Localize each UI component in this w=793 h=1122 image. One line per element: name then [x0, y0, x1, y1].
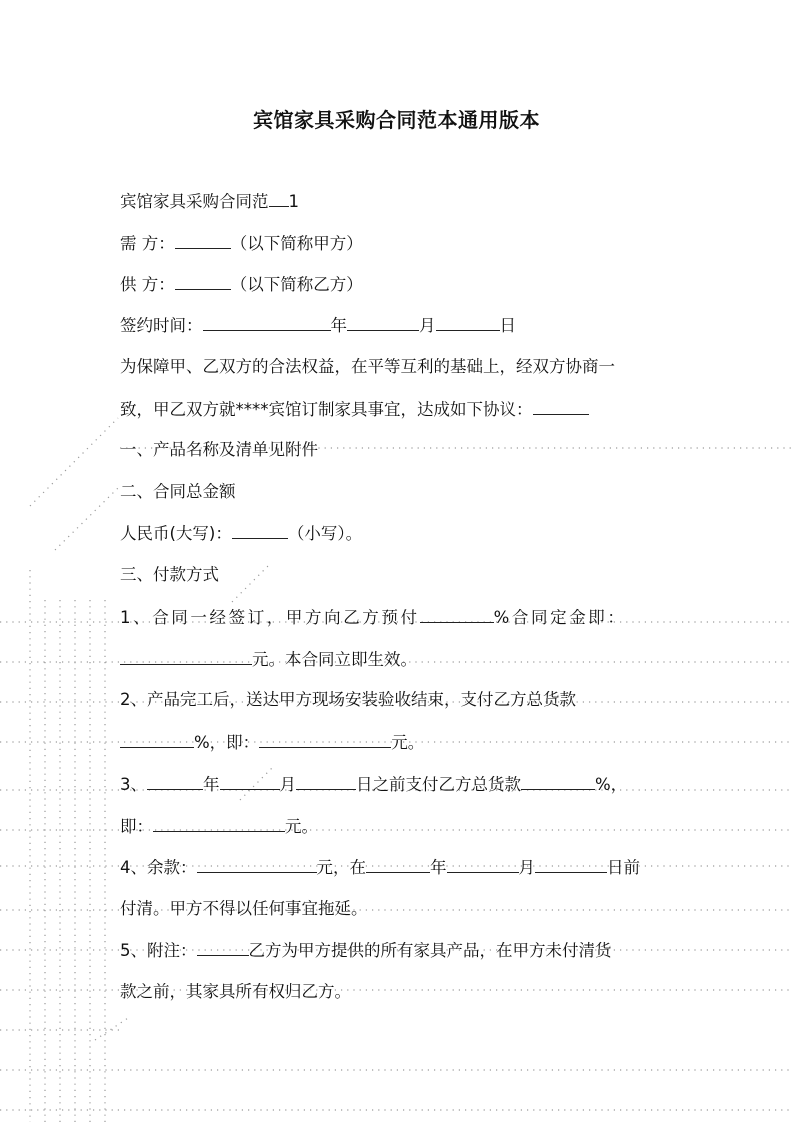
subtitle-blank — [269, 191, 289, 207]
payment-1-amount-blank — [120, 649, 252, 665]
intro-text-2: 致，甲乙双方就****宾馆订制家具事宜，达成如下协议： — [120, 400, 533, 419]
payment-1-percent-blank — [420, 607, 494, 623]
payment-4-year: 年 — [430, 858, 447, 877]
payment-3-year: 年 — [203, 775, 220, 794]
sign-label: 签约时间： — [120, 316, 203, 335]
payment-3-day-blank — [296, 774, 356, 790]
payment-4-yuan-at: 元，在 — [316, 858, 366, 877]
payment-2-continuation — [120, 732, 424, 753]
section-1-heading: 一、产品名称及清单见附件 — [120, 440, 318, 459]
payment-3-percent-blank — [521, 774, 595, 790]
payment-2-line: 2、产品完工后，送达甲方现场安装验收结束，支付乙方总货款 — [120, 690, 576, 709]
intro-line-2 — [120, 399, 589, 420]
payment-4-continuation: 付清。甲方不得以任何事宜拖延。 — [120, 899, 368, 918]
payment-5-blank — [197, 940, 249, 956]
payment-5-label: 5、附注： — [120, 941, 197, 960]
sign-day-blank — [436, 315, 500, 331]
subtitle-number: 1 — [288, 192, 299, 211]
payment-1-effective-text: 元。本合同立即生效。 — [252, 650, 417, 669]
payment-5-line — [120, 940, 612, 961]
payment-5-text: 乙方为甲方提供的所有家具产品，在甲方未付清货 — [248, 941, 612, 960]
document-title: 宾馆家具采购合同范本通用版本 — [253, 108, 540, 132]
payment-4-line — [120, 857, 640, 878]
sign-year: 年 — [330, 316, 347, 335]
payment-3-year-blank — [147, 774, 203, 790]
payment-3-percent: %， — [595, 775, 628, 794]
payment-3-month-blank — [220, 774, 280, 790]
payment-3-month: 月 — [279, 775, 296, 794]
payment-1-text: 1、合同一经签订，甲方向乙方预付 — [120, 608, 420, 627]
payment-3-amount-blank — [153, 816, 285, 832]
payment-1-line — [120, 607, 627, 628]
rmb-label: 人民币(大写)： — [120, 524, 232, 543]
payment-4-month-blank — [447, 857, 519, 873]
sign-month-blank — [347, 315, 419, 331]
rmb-small-label: （小写）。 — [287, 524, 363, 543]
payment-4-amount-blank — [197, 857, 317, 873]
seller-line — [120, 274, 363, 295]
payment-3-label: 3、 — [120, 775, 147, 794]
payment-3-continuation — [120, 816, 318, 837]
buyer-suffix: （以下简称甲方） — [230, 234, 363, 253]
section-3-heading: 三、付款方式 — [120, 565, 219, 584]
payment-2-percent-blank — [120, 732, 194, 748]
payment-4-month: 月 — [518, 858, 535, 877]
payment-2-yuan: 元。 — [391, 733, 425, 752]
seller-label: 供 方： — [120, 275, 175, 294]
sign-date-line — [120, 315, 516, 336]
seller-suffix: （以下简称乙方） — [230, 275, 363, 294]
payment-4-day: 日前 — [607, 858, 640, 877]
sign-year-blank — [203, 315, 331, 331]
payment-2-amount-blank — [259, 732, 391, 748]
rmb-upper-blank — [232, 523, 288, 539]
buyer-blank — [175, 233, 231, 249]
total-amount-line — [120, 523, 362, 544]
intro-blank — [533, 399, 589, 415]
payment-4-year-blank — [366, 857, 430, 873]
payment-2-percent-text: %，即： — [194, 733, 260, 752]
payment-3-namely: 即： — [120, 817, 153, 836]
payment-3-yuan: 元。 — [285, 817, 318, 836]
payment-1-deposit-text: %合同定金即： — [493, 608, 627, 627]
payment-3-mid-text: 日之前支付乙方总货款 — [356, 775, 521, 794]
buyer-line — [120, 233, 363, 254]
section-2-heading: 二、合同总金额 — [120, 482, 236, 501]
subtitle-text: 宾馆家具采购合同范 — [120, 192, 269, 211]
subtitle-line — [120, 191, 299, 212]
sign-month: 月 — [419, 316, 436, 335]
payment-1-continuation — [120, 649, 417, 670]
payment-3-line — [120, 774, 627, 795]
seller-blank — [175, 274, 231, 290]
payment-4-day-blank — [535, 857, 607, 873]
payment-4-label: 4、余款： — [120, 858, 197, 877]
payment-5-continuation: 款之前，其家具所有权归乙方。 — [120, 982, 351, 1001]
sign-day: 日 — [499, 316, 516, 335]
intro-line-1: 为保障甲、乙双方的合法权益，在平等互利的基础上，经双方协商一 — [120, 357, 615, 376]
buyer-label: 需 方： — [120, 234, 175, 253]
